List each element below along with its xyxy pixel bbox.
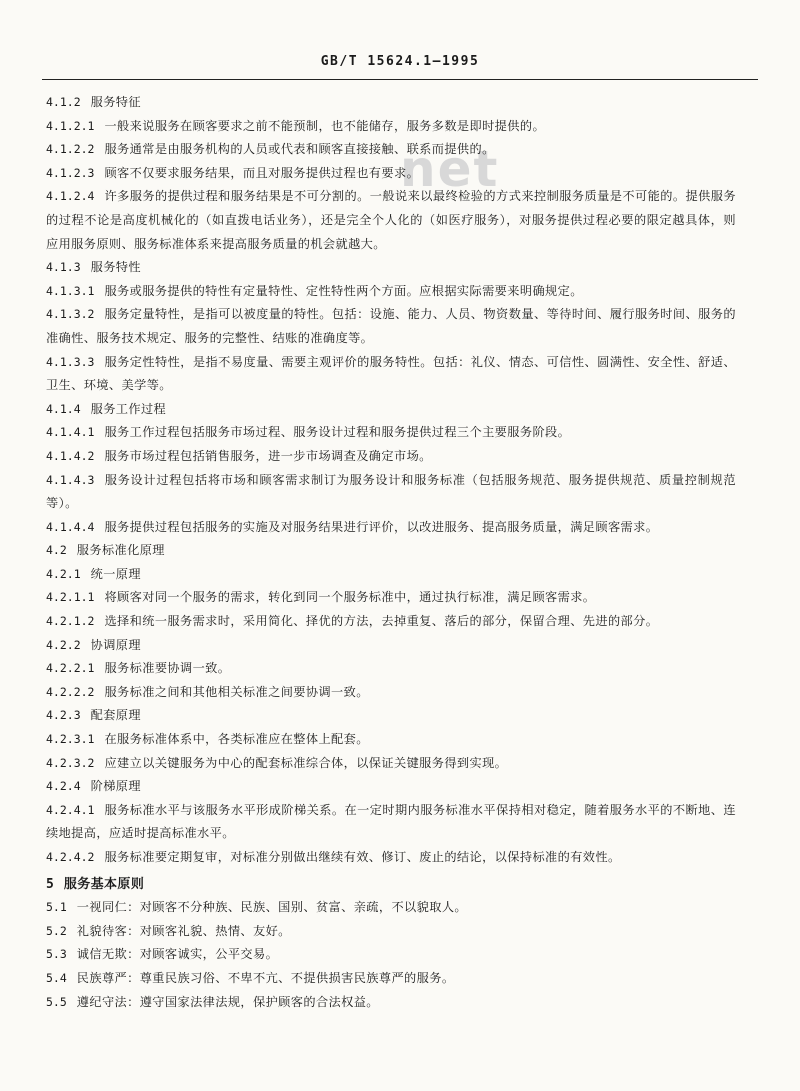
clause-number: 4.2.1.1 xyxy=(46,590,95,605)
clause-number: 4.1.3.3 xyxy=(46,354,95,369)
clause-paragraph xyxy=(46,943,736,967)
clause-text: 服务工作过程 xyxy=(90,401,167,416)
clause-paragraph xyxy=(46,138,736,162)
clause-number: 4.1.4.3 xyxy=(46,472,95,487)
clause-paragraph xyxy=(46,185,736,256)
clause-text: 一视同仁：对顾客不分种族、民族、国别、贫富、亲疏，不以貌取人。 xyxy=(76,900,467,915)
clause-paragraph xyxy=(46,920,736,944)
clause-text: 将顾客对同一个服务的需求，转化到同一个服务标准中，通过执行标准，满足顾客需求。 xyxy=(104,590,596,605)
page-header: GB/T 15624.1—1995 xyxy=(320,54,480,69)
clause-text: 服务标准要定期复审，对标准分别做出继续有效、修订、废止的结论，以保持标准的有效性。 xyxy=(104,850,621,864)
clause-text: 配套原理 xyxy=(90,708,141,723)
clause-paragraph xyxy=(46,516,736,540)
clause-number: 4.1.2.4 xyxy=(46,189,95,204)
clause-paragraph xyxy=(46,681,736,705)
section-heading xyxy=(46,398,736,422)
clause-text: 许多服务的提供过程和服务结果是不可分割的。一般说来以最终检验的方式来控制服务质量是不可能的。提供服务的过程不论是高度机械化的（如直拨电话业务），还是完全个人化的（如医疗服务），对服务提供过程必要的限定越具体，则应用服务原则、服务标准体系来提高服务质量的机会就越大。 xyxy=(46,189,736,251)
header-rule xyxy=(42,79,758,80)
clause-text: 选择和统一服务需求时，采用简化、择优的方法，去掉重复、落后的部分，保留合理、先进的部分。 xyxy=(104,614,659,629)
clause-text: 服务通常是由服务机构的人员或代表和顾客直接接触、联系而提供的。 xyxy=(104,142,495,157)
clause-number: 4.1.3.1 xyxy=(46,283,95,298)
section-heading xyxy=(46,256,736,280)
clause-text: 服务标准之间和其他相关标准之间要协调一致。 xyxy=(104,684,369,699)
clause-number: 4.2 xyxy=(46,543,67,558)
clause-text: 服务标准化原理 xyxy=(76,543,165,558)
clause-text: 服务特性 xyxy=(90,260,141,275)
clause-number: 4.1.4 xyxy=(46,401,81,416)
clause-number: 4.1.3 xyxy=(46,260,81,275)
clause-paragraph xyxy=(46,280,736,304)
clause-text: 统一原理 xyxy=(90,566,141,581)
clause-text: 服务提供过程包括服务的实施及对服务结果进行评价，以改进服务、提高服务质量，满足顾客需求。 xyxy=(104,519,659,534)
clause-text: 顾客不仅要求服务结果，而且对服务提供过程也有要求。 xyxy=(104,165,420,180)
clause-text: 服务特征 xyxy=(90,95,141,109)
clause-number: 4.2.3.1 xyxy=(46,732,95,747)
clause-number: 4.2.3 xyxy=(46,708,81,723)
clause-text: 服务标准要协调一致。 xyxy=(104,661,231,676)
clause-paragraph xyxy=(46,728,736,752)
document-body xyxy=(46,91,736,1014)
clause-number: 5 xyxy=(46,876,54,892)
clause-number: 4.2.1.2 xyxy=(46,614,95,629)
clause-paragraph xyxy=(46,896,736,920)
clause-number: 4.1.4.2 xyxy=(46,448,95,463)
clause-text: 阶梯原理 xyxy=(90,779,141,794)
clause-text: 协调原理 xyxy=(90,637,141,652)
clause-text: 服务标准水平与该服务水平形成阶梯关系。在一定时期内服务标准水平保持相对稳定，随着服务水平的不断地、连续地提高，应适时提高标准水平。 xyxy=(46,802,736,841)
clause-number: 4.1.4.1 xyxy=(46,425,95,440)
clause-paragraph xyxy=(46,991,736,1015)
clause-number: 4.2.2.2 xyxy=(46,684,95,699)
clause-number: 5.1 xyxy=(46,900,67,915)
clause-text: 服务定量特性，是指可以被度量的特性。包括：设施、能力、人员、物资数量、等待时间、履行服务时间、服务的准确性、服务技术规定、服务的完整性、结账的准确度等。 xyxy=(46,307,736,345)
clause-number: 4.2.2.1 xyxy=(46,661,95,676)
clause-number: 5.4 xyxy=(46,970,67,985)
clause-paragraph xyxy=(46,303,736,350)
clause-number: 4.2.1 xyxy=(46,566,81,581)
clause-number: 5.3 xyxy=(46,947,67,962)
clause-number: 5.5 xyxy=(46,994,67,1009)
clause-number: 4.1.2.2 xyxy=(46,142,95,157)
clause-text: 服务基本原则 xyxy=(63,876,145,892)
section-heading xyxy=(46,704,736,728)
clause-paragraph xyxy=(46,162,736,186)
section-heading xyxy=(46,91,736,115)
clause-number: 4.1.4.4 xyxy=(46,519,95,534)
clause-number: 5.2 xyxy=(46,923,67,938)
clause-number: 4.1.2 xyxy=(46,95,81,109)
watermark-text: net xyxy=(400,140,500,198)
clause-paragraph xyxy=(46,967,736,991)
clause-text: 民族尊严：尊重民族习俗、不卑不亢、不提供损害民族尊严的服务。 xyxy=(76,970,455,985)
clause-number: 4.2.3.2 xyxy=(46,755,95,770)
clause-number: 4.1.2.1 xyxy=(46,118,95,133)
clause-number: 4.1.3.2 xyxy=(46,307,95,322)
clause-text: 在服务标准体系中，各类标准应在整体上配套。 xyxy=(104,732,369,747)
clause-number: 4.2.4.1 xyxy=(46,802,95,817)
clause-paragraph xyxy=(46,469,736,516)
clause-text: 服务或服务提供的特性有定量特性、定性特性两个方面。应根据实际需要来明确规定。 xyxy=(104,283,583,298)
clause-paragraph xyxy=(46,752,736,776)
clause-text: 服务设计过程包括将市场和顾客需求制订为服务设计和服务标准（包括服务规范、服务提供规范、质量控制规范等）。 xyxy=(46,472,736,511)
section-heading xyxy=(46,775,736,799)
clause-paragraph xyxy=(46,657,736,681)
clause-text: 诚信无欺：对顾客诚实，公平交易。 xyxy=(76,947,279,962)
clause-paragraph xyxy=(46,421,736,445)
section-heading xyxy=(46,563,736,587)
clause-paragraph xyxy=(46,799,736,846)
clause-text: 礼貌待客：对顾客礼貌、热情、友好。 xyxy=(76,923,291,938)
clause-text: 服务市场过程包括销售服务，进一步市场调查及确定市场。 xyxy=(104,448,432,463)
section-heading xyxy=(46,539,736,563)
clause-paragraph xyxy=(46,846,736,870)
clause-text: 服务定性特性，是指不易度量、需要主观评价的服务特性。包括：礼仪、情态、可信性、圆满性、安全性、舒适、卫生、环境、美学等。 xyxy=(46,354,736,393)
clause-paragraph xyxy=(46,445,736,469)
section-heading xyxy=(46,873,736,897)
clause-text: 服务工作过程包括服务市场过程、服务设计过程和服务提供过程三个主要服务阶段。 xyxy=(104,425,571,440)
clause-text: 遵纪守法：遵守国家法律法规，保护顾客的合法权益。 xyxy=(76,994,379,1009)
clause-number: 4.1.2.3 xyxy=(46,165,95,180)
clause-number: 4.2.4.2 xyxy=(46,850,95,864)
clause-text: 一般来说服务在顾客要求之前不能预制，也不能储存，服务多数是即时提供的。 xyxy=(104,118,546,133)
clause-paragraph xyxy=(46,586,736,610)
clause-paragraph xyxy=(46,610,736,634)
clause-text: 应建立以关键服务为中心的配套标准综合体，以保证关键服务得到实现。 xyxy=(104,755,508,770)
clause-number: 4.2.4 xyxy=(46,779,81,794)
clause-number: 4.2.2 xyxy=(46,637,81,652)
clause-paragraph xyxy=(46,351,736,398)
clause-paragraph xyxy=(46,115,736,139)
section-heading xyxy=(46,634,736,658)
